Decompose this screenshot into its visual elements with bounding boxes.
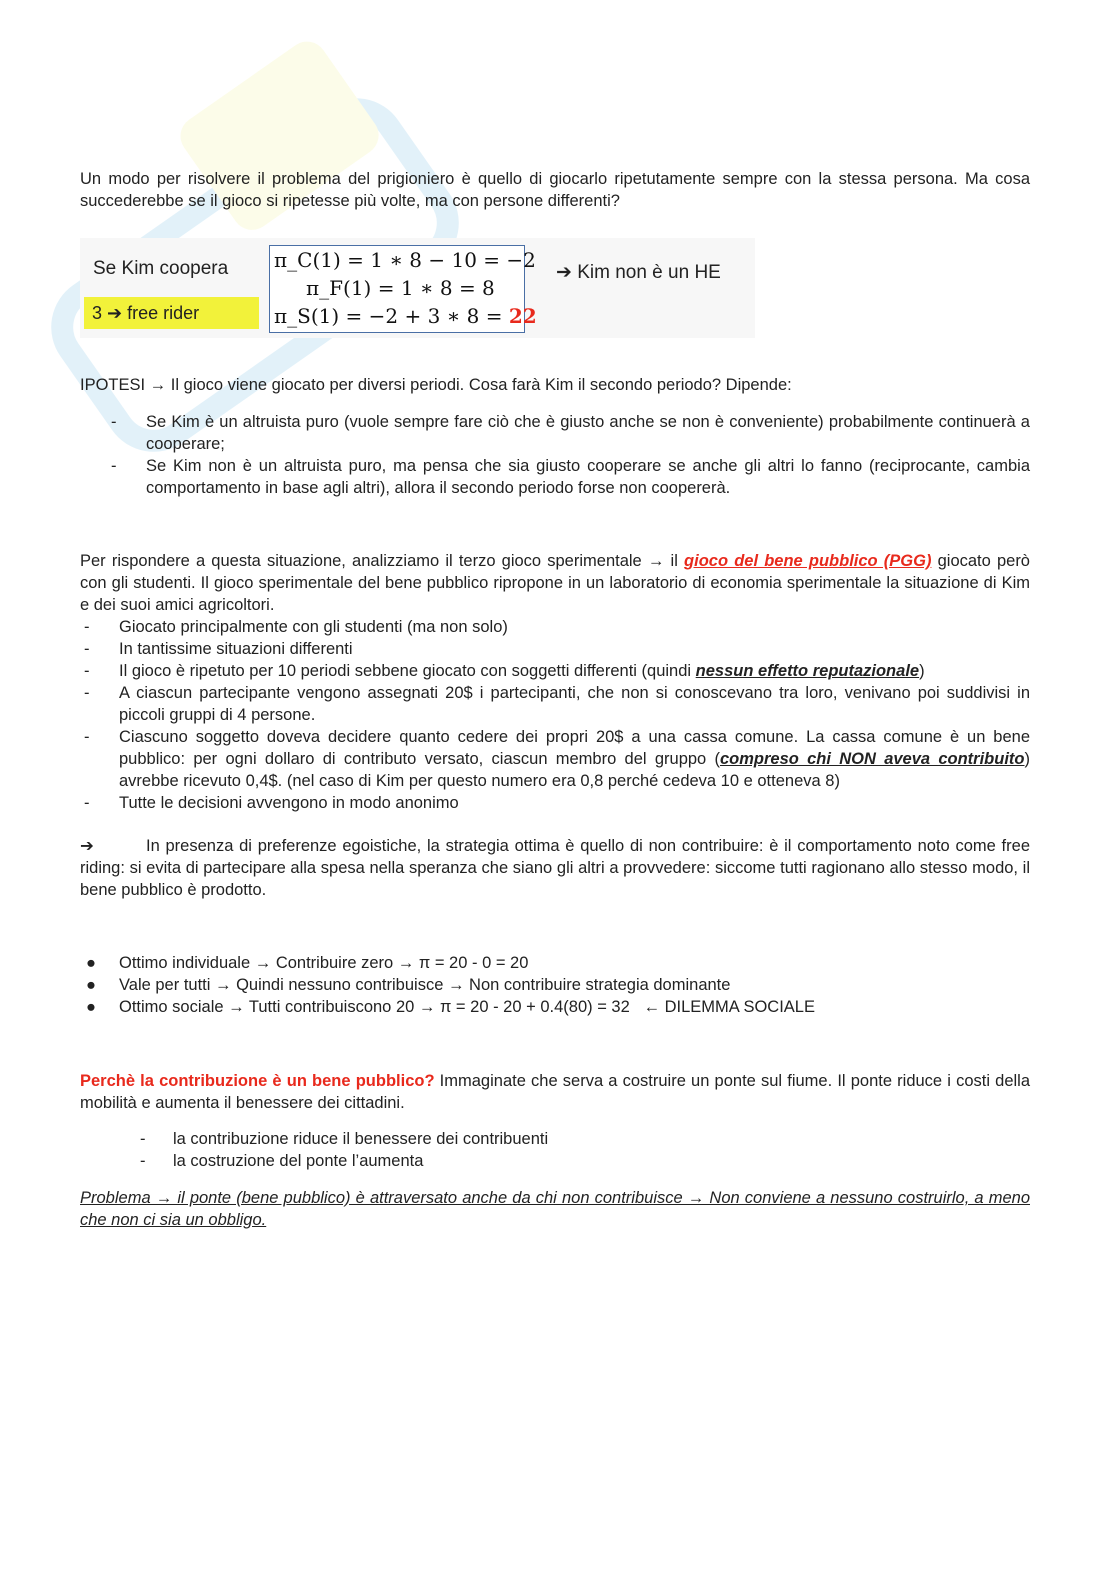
- intro-paragraph: Un modo per risolvere il problema del prigioniero è quello di giocarlo ripetutamente sempre con la stessa persona. Ma cosa succederebbe se il gioco si ripetesse più volte, ma con persone differenti?: [80, 170, 1030, 210]
- pgg-text-b: giocato però con gli studenti. Il gioco sperimentale del bene pubblico ripropone in un laboratorio di economia sperimentale la situazione di Kim e dei suoi amici agricoltori.: [80, 552, 1030, 614]
- arrow-right-icon: ➔: [107, 303, 123, 323]
- bridge-question: Perchè la contribuzione è un bene pubblico?: [80, 1072, 435, 1090]
- formula-social: [274, 304, 537, 328]
- list-dash: -: [84, 618, 90, 636]
- bullet-item-1: Ottimo individuale → Contribuire zero → π = 20 - 0 = 20: [119, 954, 529, 972]
- formula-free-rider: π_F(1) = 1 ∗ 8 = 8: [306, 276, 495, 300]
- bridge-problem: Problema → il ponte (bene pubblico) è attraversato anche da chi non contribuisce → Non conviene a nessuno costruirlo, a meno che non ci sia un obbligo.: [80, 1189, 1030, 1229]
- free-rider-text: free rider: [127, 303, 200, 323]
- bullet-item-3: Ottimo sociale → Tutti contribuiscono 20 → π = 20 - 20 + 0.4(80) = 32 ← DILEMMA SOCIALE: [119, 998, 815, 1016]
- formula-social-result: 22: [508, 304, 537, 328]
- pgg-item-3-a: Il gioco è ripetuto per 10 periodi sebbene giocato con soggetti differenti (quindi: [119, 662, 696, 680]
- bridge-text: Immaginate che serva a costruire un ponte sul fiume. Il ponte riduce i costi della mobilità e aumenta il benessere dei cittadini.: [80, 1072, 1031, 1112]
- label-free-rider: [92, 302, 199, 324]
- pgg-item-1: Giocato principalmente con gli studenti (ma non solo): [119, 618, 508, 636]
- formula-box: [269, 245, 537, 333]
- pgg-item-5: [119, 726, 1030, 792]
- list-dash: -: [140, 1130, 146, 1148]
- pgg-item-3-b: nessun effetto reputazionale: [695, 662, 920, 680]
- list-dash: -: [111, 457, 117, 475]
- list-dash: -: [84, 640, 90, 658]
- label-coop: Se Kim coopera: [93, 258, 229, 279]
- bullet-item-2: Vale per tutti → Quindi nessuno contribuisce → Non contribuire strategia dominante: [119, 976, 731, 994]
- conclusion-text: Kim non è un HE: [577, 262, 721, 283]
- bridge-item-2: la costruzione del ponte l’aumenta: [173, 1152, 424, 1170]
- pgg-term: gioco del bene pubblico (PGG): [684, 552, 932, 570]
- bridge-paragraph: [80, 1070, 1030, 1114]
- pgg-item-5-c: ) avrebbe ricevuto 0,4$. (nel caso di Kim per questo numero era 0,8 perché cedeva 10 e otteneva 8): [119, 750, 1030, 790]
- bullet-dot: ●: [86, 998, 96, 1016]
- list-dash: -: [84, 662, 90, 680]
- arrow-right-icon: ➔: [80, 837, 94, 855]
- pgg-item-6: Tutte le decisioni avvengono in modo anonimo: [119, 794, 459, 812]
- formula-cooperator: π_C(1) = 1 ∗ 8 − 10 = −2: [274, 248, 536, 272]
- pgg-text-a: Per rispondere a questa situazione, analizziamo il terzo gioco sperimentale → il: [80, 552, 685, 570]
- conclusion: [556, 262, 721, 284]
- pgg-item-3-c: ): [919, 662, 925, 680]
- bullet-dot: ●: [86, 976, 96, 994]
- list-dash: -: [111, 413, 117, 431]
- pgg-item-5-a: Ciascuno soggetto doveva decidere quanto cedere dei propri 20$ a una cassa comune. La cassa comune è un bene pubblico: per ogni dollaro di contributo versato, ciascun membro del gruppo (: [119, 728, 1030, 768]
- pgg-item-5-b: compreso chi NON aveva contribuito: [720, 750, 1025, 768]
- arrow-right-icon: ➔: [556, 262, 572, 283]
- list-dash: -: [84, 728, 90, 746]
- strategy-text: In presenza di preferenze egoistiche, la strategia ottima è quello di non contribuire: è il comportamento noto come free riding: si evita di partecipare alla spesa nella speranza che siano gli altri a provvedere: siccome tutti ragionano allo stesso modo, il bene pubblico è prodotto.: [80, 837, 1030, 899]
- ipotesi-item-1: Se Kim è un altruista puro (vuole sempre fare ciò che è giusto anche se non è conveniente) probabilmente continuerà a cooperare;: [146, 413, 1030, 453]
- bridge-item-1: la contribuzione riduce il benessere dei contribuenti: [173, 1130, 549, 1148]
- bullet-dot: ●: [86, 954, 96, 972]
- pgg-item-4: A ciascun partecipante vengono assegnati 20$ i partecipanti, che non si conoscevano tra loro, venivano poi suddivisi in piccoli gruppi di 4 persone.: [119, 684, 1030, 724]
- pgg-item-3: [119, 660, 1030, 682]
- free-rider-count: 3: [92, 303, 103, 323]
- pgg-paragraph: [80, 550, 1030, 616]
- list-dash: -: [140, 1152, 146, 1170]
- strategy-paragraph: [80, 835, 1030, 901]
- list-dash: -: [84, 794, 90, 812]
- list-dash: -: [84, 684, 90, 702]
- pgg-item-2: In tantissime situazioni differenti: [119, 640, 353, 658]
- ipotesi-item-2: Se Kim non è un altruista puro, ma pensa che sia giusto cooperare se anche gli altri lo fanno (reciprocante, cambia comportamento in base agli altri), allora il secondo periodo forse non coopererà.: [146, 457, 1030, 497]
- formula-social-main: π_S(1) = −2 + 3 ∗ 8 =: [274, 304, 509, 328]
- ipotesi-paragraph: IPOTESI → Il gioco viene giocato per diversi periodi. Cosa farà Kim il secondo periodo? Dipende:: [80, 376, 792, 394]
